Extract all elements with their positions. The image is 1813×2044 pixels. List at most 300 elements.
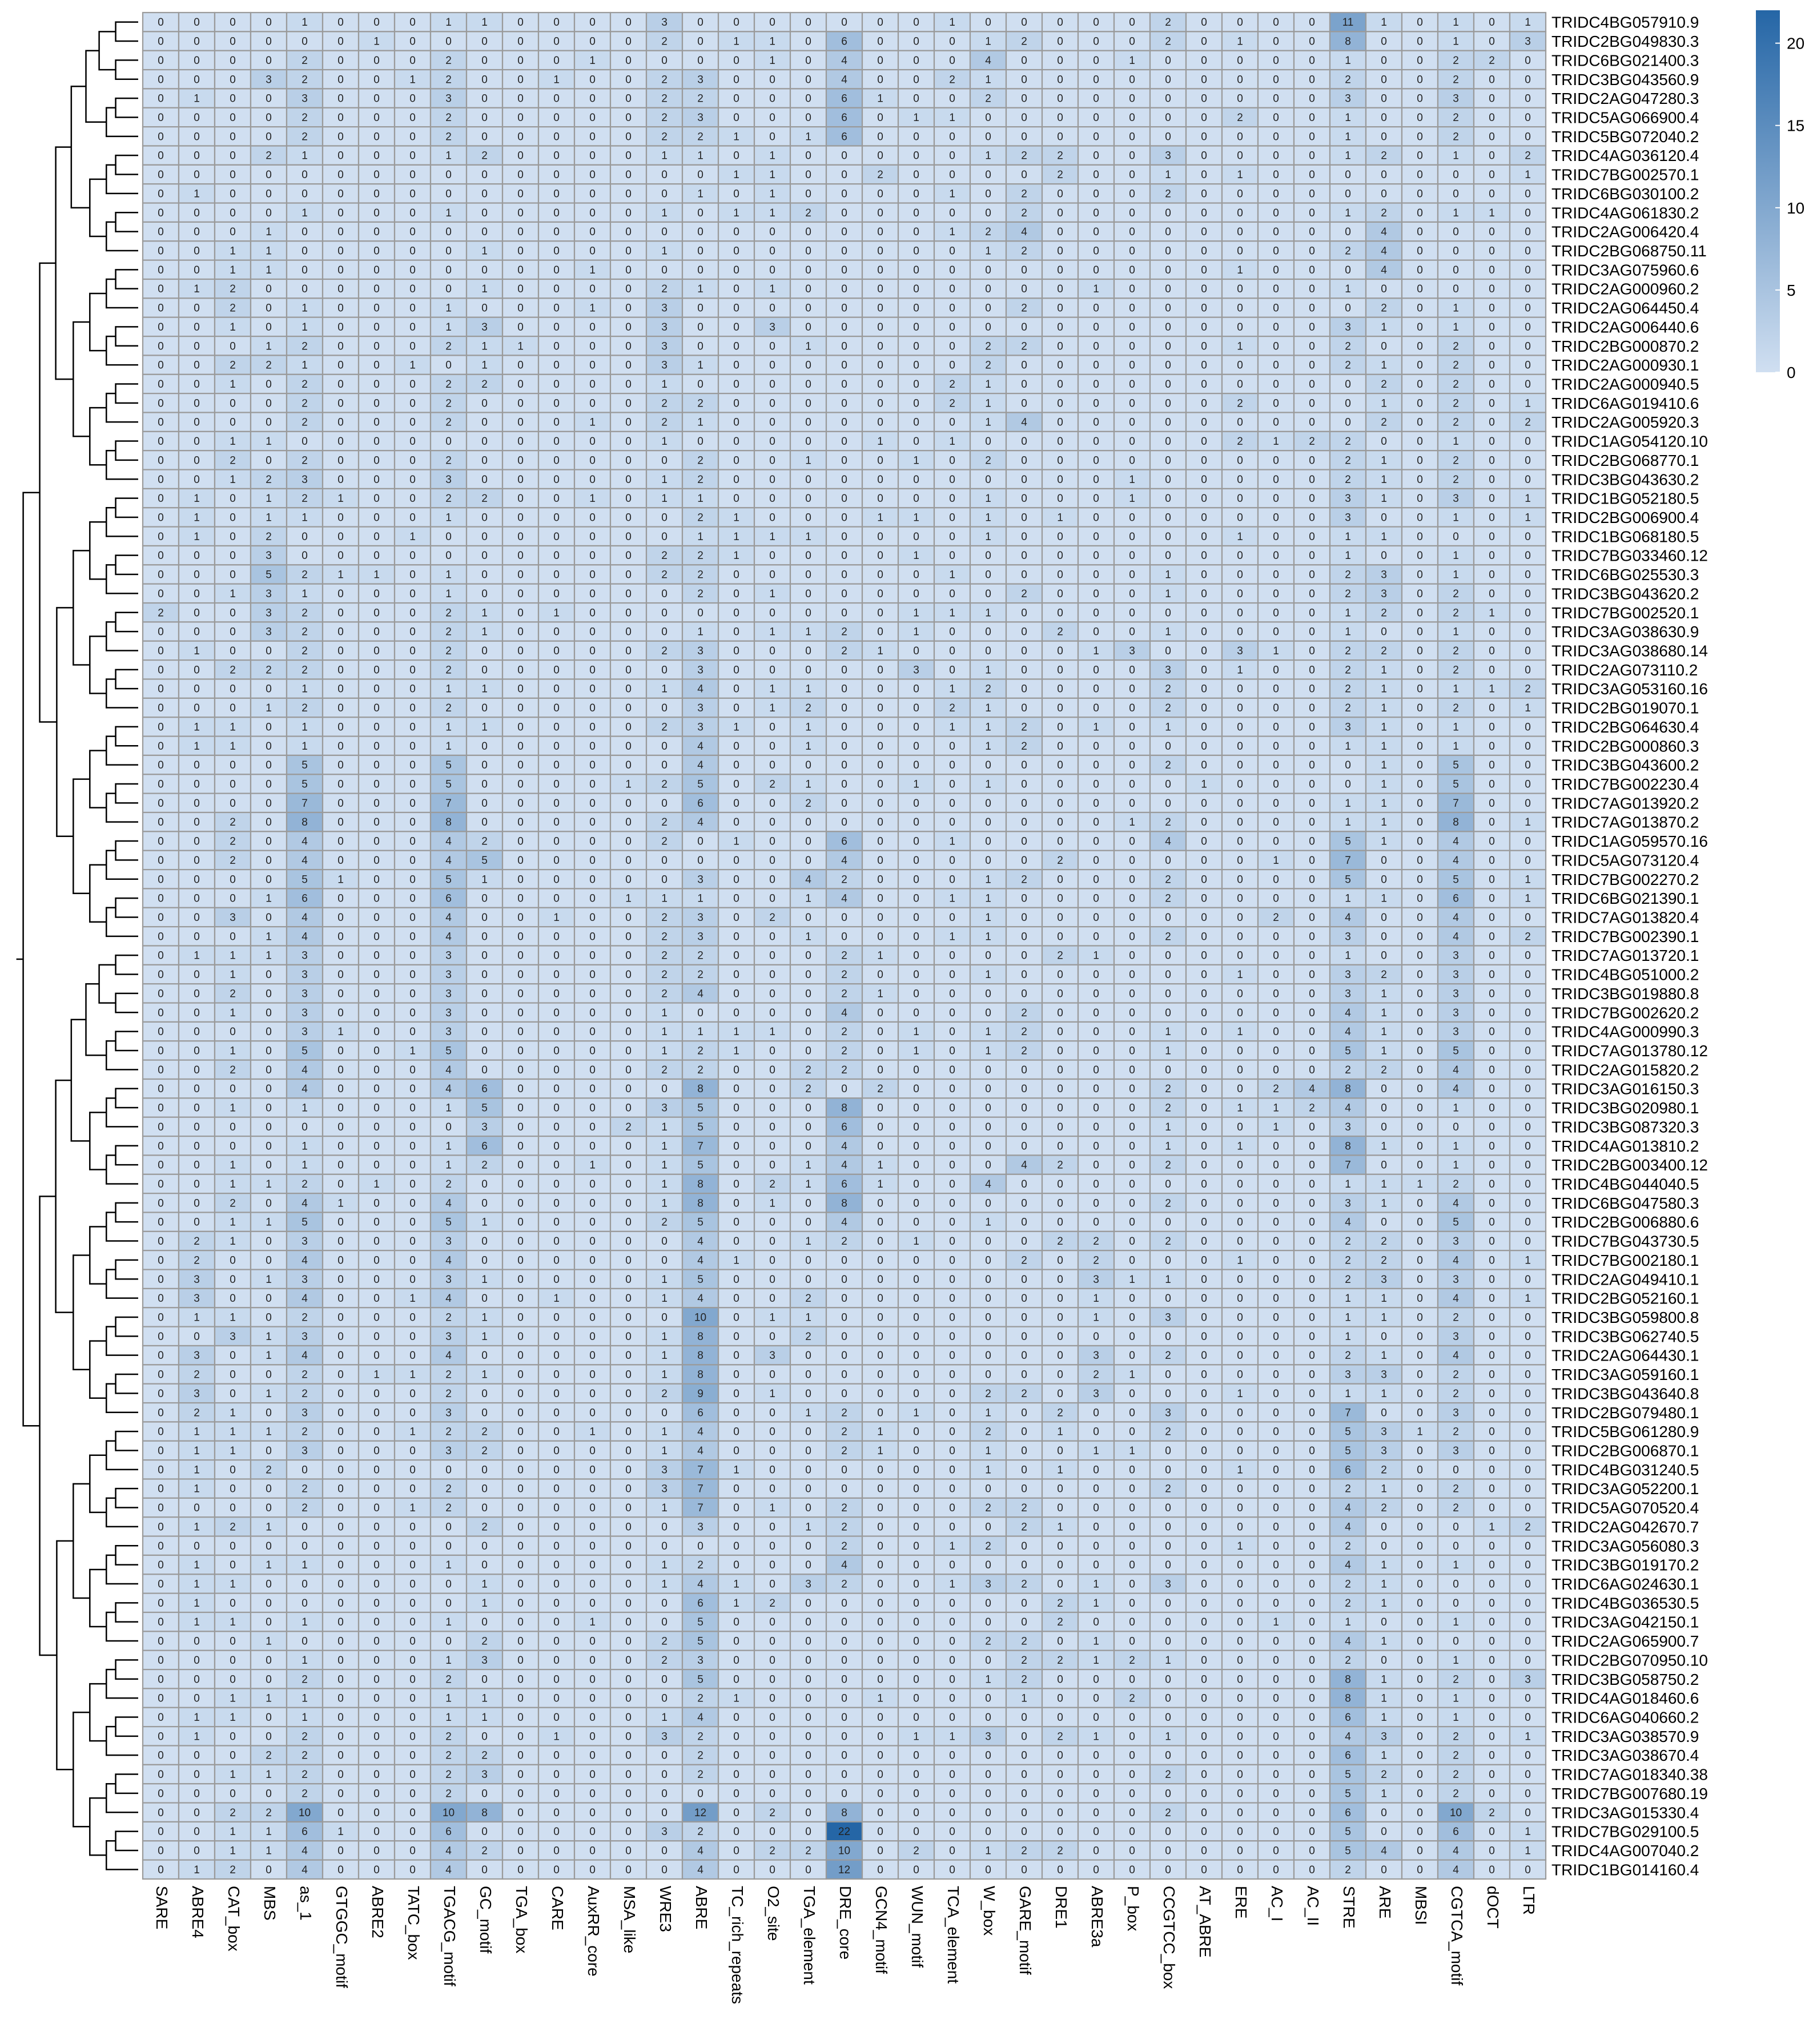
cell-value: 0 [625,303,632,315]
cell-value: 1 [1345,531,1351,543]
cell-value: 0 [337,454,344,466]
cell-value: 0 [1201,969,1207,981]
cell-value: 0 [481,1064,488,1076]
cell-value: 0 [1201,1045,1207,1057]
row-dendrogram [17,22,138,1870]
cell-value: 0 [841,417,847,429]
cell-value: 1 [1273,436,1279,448]
cell-value: 0 [1417,150,1423,162]
cell-value: 0 [1021,664,1027,676]
cell-value: 0 [769,1140,775,1152]
cell-value: 0 [1237,493,1243,505]
cell-value: 2 [1345,436,1351,448]
cell-value: 1 [1381,664,1387,676]
cell-value: 0 [877,778,883,790]
cell-value: 0 [517,303,524,315]
cell-value: 0 [1309,188,1315,200]
cell-value: 0 [1273,1007,1279,1019]
cell-value: 0 [877,74,883,86]
cell-value: 1 [805,531,811,543]
cell-value: 0 [553,397,560,409]
cell-value: 1 [1345,626,1351,638]
cell-value: 0 [1489,493,1495,505]
dendrogram-branch [116,955,138,974]
dendrogram-branch [90,1798,106,1855]
cell-value: 0 [553,1140,560,1152]
cell-value: 0 [589,969,596,981]
cell-value: 0 [769,816,775,828]
cell-value: 4 [1021,1160,1027,1172]
cell-value: 0 [1309,607,1315,619]
dendrogram-branch [116,1546,138,1564]
dendrogram-branch [116,1832,138,1850]
cell-value: 2 [230,988,236,1000]
cell-value: 0 [1417,588,1423,600]
cell-value: 0 [553,379,560,391]
cell-value: 2 [302,702,308,714]
cell-value: 0 [266,721,272,733]
dendrogram-branch [106,1384,138,1413]
cell-value: 0 [697,436,704,448]
cell-value: 0 [949,1178,955,1190]
cell-value: 0 [913,969,919,981]
cell-value: 0 [158,664,164,676]
cell-value: 0 [769,74,775,86]
cell-value: 2 [302,417,308,429]
cell-value: 0 [194,759,200,771]
cell-value: 2 [302,645,308,657]
cell-value: 1 [302,512,308,524]
cell-value: 2 [1273,912,1279,924]
cell-value: 0 [1309,417,1315,429]
cell-value: 7 [697,1140,704,1152]
cell-value: 1 [1525,512,1531,524]
cell-value: 0 [517,893,524,905]
cell-value: 0 [373,741,380,753]
cell-value: 0 [625,340,632,352]
cell-value: 0 [1489,436,1495,448]
cell-value: 0 [733,379,739,391]
cell-value: 1 [302,1160,308,1172]
cell-value: 0 [266,1197,272,1209]
cell-value: 0 [769,798,775,810]
cell-value: 0 [1021,683,1027,695]
cell-value: 1 [661,207,668,219]
cell-value: 0 [877,454,883,466]
cell-value: 1 [769,150,775,162]
cell-value: 0 [1057,607,1063,619]
cell-value: 3 [230,912,236,924]
cell-value: 1 [230,969,236,981]
cell-value: 1 [1093,950,1099,962]
cell-value: 0 [661,874,668,886]
cell-value: 0 [625,1197,632,1209]
cell-value: 2 [1345,245,1351,257]
cell-value: 0 [1309,1026,1315,1038]
cell-value: 0 [805,283,811,295]
cell-value: 5 [302,759,308,771]
cell-value: 2 [1021,874,1027,886]
cell-value: 0 [266,912,272,924]
cell-value: 0 [517,912,524,924]
cell-value: 0 [481,264,488,276]
cell-value: 0 [517,645,524,657]
cell-value: 0 [589,569,596,581]
cell-value: 0 [553,969,560,981]
cell-value: 0 [337,397,344,409]
dendrogram-branch [116,22,138,41]
dendrogram-branch [116,1089,138,1108]
cell-value: 1 [769,188,775,200]
cell-value: 0 [1237,1121,1243,1133]
dendrogram-branch [106,794,138,822]
cell-value: 2 [661,931,668,943]
cell-value: 0 [1057,379,1063,391]
cell-value: 0 [230,1026,236,1038]
cell-value: 0 [373,454,380,466]
cell-value: 0 [1525,550,1531,562]
cell-value: 0 [230,226,236,238]
cell-value: 0 [517,436,524,448]
cell-value: 0 [553,1026,560,1038]
cell-value: 0 [625,169,632,181]
cell-value: 0 [697,264,704,276]
cell-value: 2 [1021,1045,1027,1057]
cell-value: 0 [1129,893,1135,905]
cell-value: 1 [1165,588,1171,600]
cell-value: 0 [877,493,883,505]
cell-value: 0 [661,626,668,638]
cell-value: 0 [1309,645,1315,657]
cell-value: 2 [1237,112,1243,124]
cell-value: 2 [1453,454,1459,466]
cell-value: 0 [409,626,416,638]
cell-value: 2 [445,626,452,638]
cell-value: 0 [1453,169,1459,181]
cell-value: 0 [1237,607,1243,619]
cell-value: 0 [1489,816,1495,828]
cell-value: 1 [445,207,452,219]
cell-value: 2 [1525,931,1531,943]
cell-value: 0 [1057,188,1063,200]
cell-value: 0 [985,759,991,771]
cell-value: 8 [302,816,308,828]
cell-value: 0 [1129,759,1135,771]
cell-value: 0 [1201,112,1207,124]
cell-value: 0 [553,112,560,124]
cell-value: 0 [517,454,524,466]
cell-value: 0 [409,950,416,962]
cell-value: 1 [1237,664,1243,676]
cell-value: 0 [1237,1007,1243,1019]
cell-value: 0 [373,1007,380,1019]
cell-value: 1 [697,283,704,295]
cell-value: 3 [1129,645,1135,657]
cell-value: 0 [409,1007,416,1019]
cell-value: 6 [841,36,847,48]
cell-value: 1 [1381,531,1387,543]
cell-value: 1 [445,150,452,162]
cell-value: 0 [1489,379,1495,391]
cell-value: 0 [1489,1026,1495,1038]
cell-value: 0 [517,778,524,790]
cell-value: 0 [733,188,739,200]
cell-value: 0 [158,778,164,790]
cell-value: 0 [769,112,775,124]
cell-value: 0 [805,493,811,505]
cell-value: 0 [1093,340,1099,352]
cell-value: 0 [733,702,739,714]
cell-value: 2 [1345,360,1351,372]
cell-value: 0 [553,626,560,638]
cell-value: 0 [337,798,344,810]
cell-value: 1 [1381,474,1387,486]
cell-value: 0 [877,55,883,67]
cell-value: 0 [805,36,811,48]
dendrogram-branch [71,86,90,208]
cell-value: 0 [697,245,704,257]
cell-value: 0 [1201,531,1207,543]
cell-value: 0 [553,988,560,1000]
cell-value: 2 [841,645,847,657]
cell-value: 0 [230,1140,236,1152]
cell-value: 0 [1525,379,1531,391]
cell-value: 0 [589,721,596,733]
cell-value: 0 [1489,512,1495,524]
cell-value: 0 [1237,950,1243,962]
cell-value: 0 [1057,245,1063,257]
cell-value: 0 [1273,55,1279,67]
cell-value: 0 [1309,36,1315,48]
cell-value: 1 [1165,1045,1171,1057]
cell-value: 0 [158,1197,164,1209]
cell-value: 1 [302,150,308,162]
cell-value: 2 [445,340,452,352]
cell-value: 0 [1525,988,1531,1000]
cell-value: 0 [661,188,668,200]
cell-value: 0 [1129,778,1135,790]
cell-value: 1 [1129,474,1135,486]
cell-value: 0 [949,778,955,790]
cell-value: 0 [481,550,488,562]
cell-value: 0 [877,360,883,372]
cell-value: 0 [409,1197,416,1209]
cell-value: 0 [1489,397,1495,409]
dendrogram-branch [116,1260,138,1279]
cell-value: 0 [625,226,632,238]
cell-value: 0 [805,836,811,848]
cell-value: 1 [985,702,991,714]
cell-value: 0 [445,360,452,372]
cell-value: 0 [1489,1083,1495,1095]
cell-value: 0 [1489,417,1495,429]
cell-value: 2 [1021,150,1027,162]
cell-value: 0 [1129,741,1135,753]
cell-value: 0 [445,283,452,295]
dendrogram-branch [73,1484,90,1598]
cell-value: 0 [913,931,919,943]
cell-value: 0 [841,397,847,409]
cell-value: 0 [1057,664,1063,676]
cell-value: 1 [1417,1178,1423,1190]
dendrogram-branch [90,522,106,579]
cell-value: 0 [589,1083,596,1095]
cell-value: 3 [661,321,668,333]
cell-value: 0 [1417,931,1423,943]
cell-value: 0 [481,512,488,524]
cell-value: 0 [553,798,560,810]
cell-value: 0 [481,1045,488,1057]
cell-value: 2 [1381,379,1387,391]
cell-value: 0 [733,303,739,315]
cell-value: 0 [266,759,272,771]
cell-value: 0 [481,454,488,466]
cell-value: 0 [194,226,200,238]
cell-value: 0 [230,531,236,543]
cell-value: 0 [697,836,704,848]
cell-value: 0 [1525,1064,1531,1076]
cell-value: 0 [877,702,883,714]
cell-value: 0 [1129,17,1135,29]
cell-value: 0 [1489,474,1495,486]
cell-value: 0 [337,588,344,600]
cell-value: 0 [553,169,560,181]
cell-value: 2 [985,454,991,466]
cell-value: 0 [1237,207,1243,219]
cell-value: 1 [481,626,488,638]
cell-value: 1 [230,264,236,276]
cell-value: 0 [1237,512,1243,524]
cell-value: 0 [1021,493,1027,505]
cell-value: 2 [1381,969,1387,981]
cell-value: 0 [1201,436,1207,448]
cell-value: 0 [769,950,775,962]
dendrogram-branch [106,1841,138,1869]
cell-value: 4 [302,1197,308,1209]
cell-value: 0 [1309,1064,1315,1076]
cell-value: 0 [805,1103,811,1114]
cell-value: 0 [1165,321,1171,333]
cell-value: 0 [877,874,883,886]
cell-value: 0 [625,1178,632,1190]
cell-value: 2 [841,950,847,962]
cell-value: 0 [1093,245,1099,257]
cell-value: 0 [302,36,308,48]
cell-value: 0 [1309,74,1315,86]
dendrogram-branch [90,751,106,808]
cell-value: 1 [985,36,991,48]
cell-value: 0 [373,360,380,372]
cell-value: 4 [1381,226,1387,238]
cell-value: 0 [337,912,344,924]
cell-value: 0 [949,1103,955,1114]
cell-value: 0 [373,931,380,943]
cell-value: 1 [913,626,919,638]
cell-value: 0 [1237,702,1243,714]
cell-value: 0 [769,721,775,733]
cell-value: 1 [302,1103,308,1114]
cell-value: 0 [1417,454,1423,466]
cell-value: 2 [1345,454,1351,466]
cell-value: 0 [625,283,632,295]
cell-value: 0 [266,321,272,333]
cell-value: 1 [302,303,308,315]
cell-value: 3 [445,1026,452,1038]
cell-value: 0 [1021,1083,1027,1095]
cell-value: 1 [1345,550,1351,562]
cell-value: 0 [1309,283,1315,295]
cell-value: 0 [769,1083,775,1095]
cell-value: 0 [949,321,955,333]
cell-value: 0 [553,188,560,200]
cell-value: 0 [1309,379,1315,391]
cell-value: 0 [373,340,380,352]
cell-value: 0 [769,512,775,524]
cell-value: 0 [1129,264,1135,276]
cell-value: 0 [805,150,811,162]
cell-value: 6 [841,131,847,143]
cell-value: 0 [1093,207,1099,219]
cell-value: 2 [445,397,452,409]
cell-value: 1 [266,1178,272,1190]
cell-value: 0 [230,607,236,619]
cell-value: 2 [1057,855,1063,867]
cell-value: 0 [769,1121,775,1133]
cell-value: 1 [733,1045,739,1057]
cell-value: 0 [1273,74,1279,86]
cell-value: 0 [589,283,596,295]
cell-value: 1 [985,417,991,429]
cell-value: 1 [445,1160,452,1172]
cell-value: 0 [1417,969,1423,981]
cell-value: 0 [230,112,236,124]
cell-value: 0 [194,131,200,143]
cell-value: 0 [194,36,200,48]
cell-value: 0 [1273,607,1279,619]
cell-value: 0 [625,1007,632,1019]
cell-value: 0 [1489,855,1495,867]
cell-value: 0 [481,645,488,657]
cell-value: 0 [1525,74,1531,86]
cell-value: 0 [1453,226,1459,238]
cell-value: 0 [517,1160,524,1172]
cell-value: 0 [373,607,380,619]
cell-value: 5 [1453,874,1459,886]
cell-value: 0 [1057,493,1063,505]
cell-value: 1 [769,588,775,600]
cell-value: 0 [1201,893,1207,905]
cell-value: 0 [266,207,272,219]
cell-value: 0 [1309,493,1315,505]
cell-value: 0 [409,893,416,905]
cell-value: 0 [445,264,452,276]
cell-value: 0 [913,379,919,391]
cell-value: 0 [1201,340,1207,352]
cell-value: 1 [985,778,991,790]
cell-value: 2 [661,645,668,657]
cell-value: 1 [949,683,955,695]
cell-value: 3 [697,931,704,943]
cell-value: 0 [158,588,164,600]
cell-value: 0 [1489,569,1495,581]
cell-value: 2 [841,1064,847,1076]
cell-value: 0 [553,55,560,67]
cell-value: 1 [697,188,704,200]
cell-value: 2 [230,1197,236,1209]
cell-value: 0 [1525,1083,1531,1095]
cell-value: 0 [949,798,955,810]
cell-value: 0 [733,340,739,352]
